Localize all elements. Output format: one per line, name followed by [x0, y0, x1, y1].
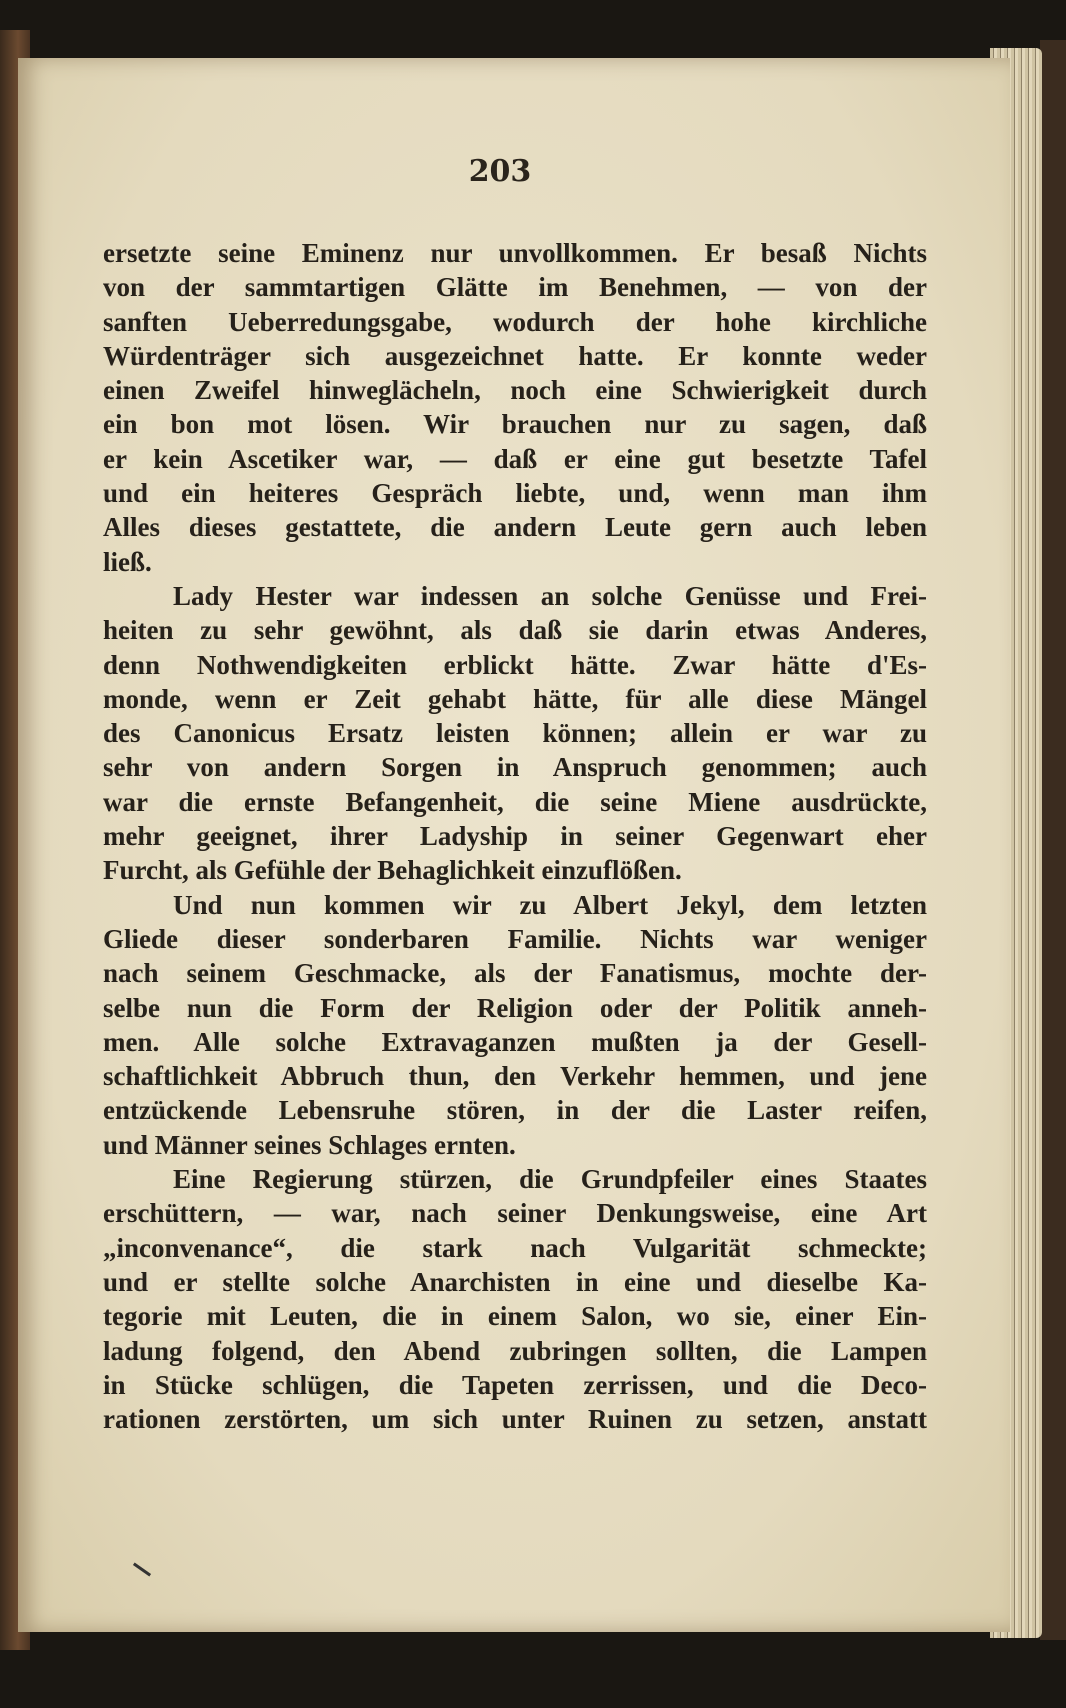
text-line: erschüttern, — war, nach seiner Denkungsweise, eine Art	[103, 1198, 927, 1229]
text-line: ladung folgend, den Abend zubringen sollten, die Lampen	[103, 1335, 927, 1366]
text-line: einen Zweifel hinweglächeln, noch eine Schwierigkeit durch	[103, 375, 927, 406]
page-text	[103, 236, 927, 1436]
text-line: Lady Hester war indessen an solche Genüsse und Frei-	[173, 580, 927, 611]
text-line: des Canonicus Ersatz leisten können; allein er war zu	[103, 718, 927, 749]
text-line: mehr geeignet, ihrer Ladyship in seiner Gegenwart eher	[103, 821, 927, 852]
text-line: tegorie mit Leuten, die in einem Salon, wo sie, einer Ein-	[103, 1301, 927, 1332]
page-number: 203	[468, 154, 532, 189]
book-cover-edge	[1040, 40, 1066, 1640]
text-line: Würdenträger sich ausgezeichnet hatte. Er konnte weder	[103, 340, 927, 371]
text-line: war die ernste Befangenheit, die seine Miene ausdrückte,	[103, 786, 927, 817]
text-line: men. Alle solche Extravaganzen mußten ja der Gesell-	[103, 1026, 927, 1057]
text-line: ließ.	[103, 546, 152, 577]
text-line: und ein heiteres Gespräch liebte, und, wenn man ihm	[103, 478, 927, 509]
text-line: Furcht, als Gefühle der Behaglichkeit einzuflößen.	[103, 855, 682, 886]
text-line: und er stellte solche Anarchisten in eine und dieselbe Ka-	[103, 1266, 927, 1297]
text-line: „inconvenance“, die stark nach Vulgarität schmeckte;	[103, 1232, 927, 1263]
text-line: monde, wenn er Zeit gehabt hätte, für alle diese Mängel	[103, 683, 927, 714]
text-line: schaftlichkeit Abbruch thun, den Verkehr hemmen, und jene	[103, 1061, 927, 1092]
text-line: Und nun kommen wir zu Albert Jekyl, dem letzten	[173, 889, 927, 920]
text-line: ein bon mot lösen. Wir brauchen nur zu sagen, daß	[103, 409, 927, 440]
text-line: ersetzte seine Eminenz nur unvollkommen. Er besaß Nichts	[103, 238, 927, 268]
text-line: selbe nun die Form der Religion oder der Politik anneh-	[103, 992, 927, 1023]
text-line: sanften Ueberredungsgabe, wodurch der hohe kirchliche	[103, 306, 927, 337]
text-line: Alles dieses gestattete, die andern Leute gern auch leben	[103, 512, 927, 543]
text-line: entzückende Lebensruhe stören, in der die Laster reifen,	[103, 1095, 927, 1126]
text-line: denn Nothwendigkeiten erblickt hätte. Zwar hätte d'Es-	[103, 649, 927, 680]
text-line: sehr von andern Sorgen in Anspruch genommen; auch	[103, 752, 927, 783]
text-line: er kein Ascetiker war, — daß er eine gut besetzte Tafel	[103, 443, 927, 474]
text-line: von der sammtartigen Glätte im Benehmen, — von der	[103, 272, 927, 303]
text-line: und Männer seines Schlages ernten.	[103, 1129, 516, 1160]
text-line: in Stücke schlügen, die Tapeten zerrissen, und die Deco-	[103, 1369, 927, 1400]
text-line: heiten zu sehr gewöhnt, als daß sie darin etwas Anderes,	[103, 615, 927, 646]
text-line: rationen zerstörten, um sich unter Ruinen zu setzen, anstatt	[103, 1404, 927, 1435]
text-line: Gliede dieser sonderbaren Familie. Nichts war weniger	[103, 923, 927, 954]
text-line: Eine Regierung stürzen, die Grundpfeiler eines Staates	[173, 1164, 927, 1195]
text-line: nach seinem Geschmacke, als der Fanatismus, mochte der-	[103, 958, 927, 989]
